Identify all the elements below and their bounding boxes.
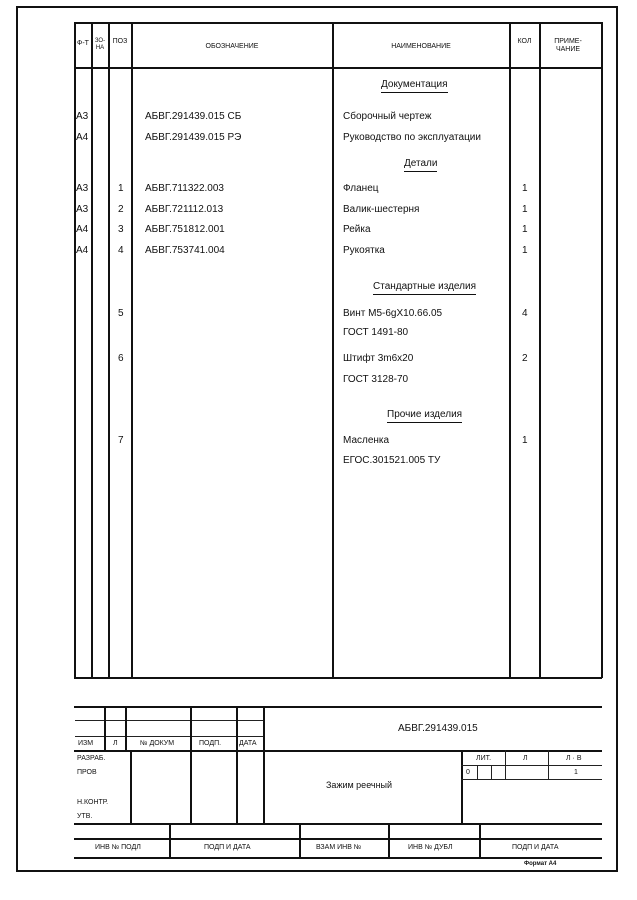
col-line-name [509, 22, 511, 678]
col-line-zone [108, 22, 110, 678]
row-format: А4 [76, 224, 89, 235]
section-standard: Стандартные изделия [373, 281, 476, 295]
table-top-border [74, 22, 602, 24]
row-designation: АБВГ.753741.004 [145, 245, 225, 256]
lit-cell-line [548, 750, 549, 779]
row-designation: АБВГ.291439.015 СБ [145, 111, 242, 122]
label-lv: Л · В [566, 755, 582, 762]
header-name: НАИМЕНОВАНИЕ [391, 43, 451, 50]
label-list: Л [113, 740, 118, 747]
col-line-qty [539, 22, 541, 678]
label-lit: ЛИТ. [476, 755, 492, 762]
row-name: Штифт 3m6x20 [343, 353, 414, 364]
title-block-line [74, 750, 602, 752]
row-qty: 1 [522, 204, 528, 215]
label-podp-data-2: ПОДП И ДАТА [512, 844, 559, 851]
col-line-designation [332, 22, 334, 678]
table-right-border [601, 22, 603, 678]
col-line-list [125, 706, 127, 751]
row-name: Рукоятка [343, 245, 385, 256]
row-format: А3 [76, 111, 89, 122]
title-block-top [74, 677, 602, 679]
label-razrab: РАЗРАБ. [77, 755, 106, 762]
label-inv-dubl: ИНВ № ДУБЛ [408, 844, 453, 851]
header-qty: КОЛ [517, 38, 532, 45]
bottom-col-line [169, 823, 171, 857]
section-other: Прочие изделия [387, 409, 462, 423]
col-line-docno [190, 706, 192, 824]
row-qty: 1 [522, 183, 528, 194]
lit-cell-line [505, 750, 506, 779]
doc-code: АБВГ.291439.015 [398, 723, 478, 734]
row-designation: АБВГ.711322.003 [145, 183, 224, 194]
label-prov: ПРОВ [77, 769, 97, 776]
row-pos: 6 [118, 353, 124, 364]
row-name: Винт М5-6gX10.66.05 [343, 308, 443, 319]
label-utv: УТВ. [77, 813, 93, 820]
row-designation: АБВГ.291439.015 РЭ [145, 132, 242, 143]
header-pos: ПОЗ [112, 38, 128, 45]
lit-row-line [461, 779, 602, 780]
bottom-col-line [299, 823, 301, 857]
row-name: Руководство по эксплуатации [343, 132, 481, 143]
bottom-col-line [479, 823, 481, 857]
col-line-sign-area [130, 750, 132, 824]
bottom-col-line [388, 823, 390, 857]
section-parts: Детали [404, 158, 437, 172]
title-block-line [74, 823, 602, 825]
row-qty: 1 [522, 224, 528, 235]
header-zone: ЗО-НА [94, 38, 106, 51]
title-block-line [74, 838, 602, 840]
row-name: Масленка [343, 435, 390, 446]
label-l: Л [523, 755, 528, 762]
label-vzam-inv: ВЗАМ ИНВ № [316, 844, 362, 851]
title-block-bottom [74, 857, 602, 859]
col-line-pos [131, 22, 133, 678]
header-note: ПРИМЕ-ЧАНИЕ [554, 38, 582, 53]
section-docs: Документация [381, 79, 448, 93]
row-qty: 1 [522, 245, 528, 256]
row-pos: 2 [118, 204, 124, 215]
title-block-line [74, 706, 602, 708]
label-doc-no: № ДОКУМ [140, 740, 175, 747]
row-format: А4 [76, 132, 89, 143]
header-format: Ф-Т [77, 40, 89, 47]
row-pos: 3 [118, 224, 124, 235]
row-name: Валик-шестерня [343, 204, 420, 215]
label-sign: ПОДП. [199, 740, 222, 747]
label-izm: ИЗМ [78, 740, 94, 747]
row-pos: 1 [118, 183, 124, 194]
row-pos: 4 [118, 245, 124, 256]
row-name: Рейка [343, 224, 371, 235]
col-line-lit [461, 750, 463, 824]
label-inv-podl: ИНВ № ПОДЛ [95, 844, 141, 851]
label-date: ДАТА [239, 740, 257, 747]
label-nkontr: Н.КОНТР. [77, 799, 109, 806]
product-name: Зажим реечный [326, 780, 393, 790]
lit-value: 0 [466, 769, 470, 776]
lit-row-line [461, 765, 602, 766]
row-name: Фланец [343, 183, 379, 194]
row-designation: АБВГ.721112.013 [145, 204, 224, 215]
row-name-line2: ГОСТ 1491-80 [343, 327, 409, 338]
sheets-value: 1 [574, 769, 578, 776]
header-designation: ОБОЗНАЧЕНИЕ [205, 43, 259, 50]
row-name-line2: ЕГОС.301521.005 ТУ [343, 455, 441, 466]
col-line-format [91, 22, 93, 678]
row-format: А3 [76, 183, 89, 194]
col-line-sign [236, 706, 238, 824]
row-name-line2: ГОСТ 3128-70 [343, 374, 409, 385]
format-label: Формат А4 [524, 861, 557, 867]
row-format: А4 [76, 245, 89, 256]
lit-cell-line [477, 765, 478, 779]
col-line-izm [104, 706, 106, 751]
header-divider [75, 67, 602, 69]
lit-cell-line [491, 765, 492, 779]
row-qty: 2 [522, 353, 528, 364]
row-qty: 1 [522, 435, 528, 446]
row-qty: 4 [522, 308, 528, 319]
row-pos: 7 [118, 435, 124, 446]
row-designation: АБВГ.751812.001 [145, 224, 225, 235]
row-pos: 5 [118, 308, 124, 319]
label-podp-data: ПОДП И ДАТА [204, 844, 251, 851]
row-format: А3 [76, 204, 89, 215]
col-line-date [263, 706, 265, 824]
row-name: Сборочный чертеж [343, 111, 432, 122]
